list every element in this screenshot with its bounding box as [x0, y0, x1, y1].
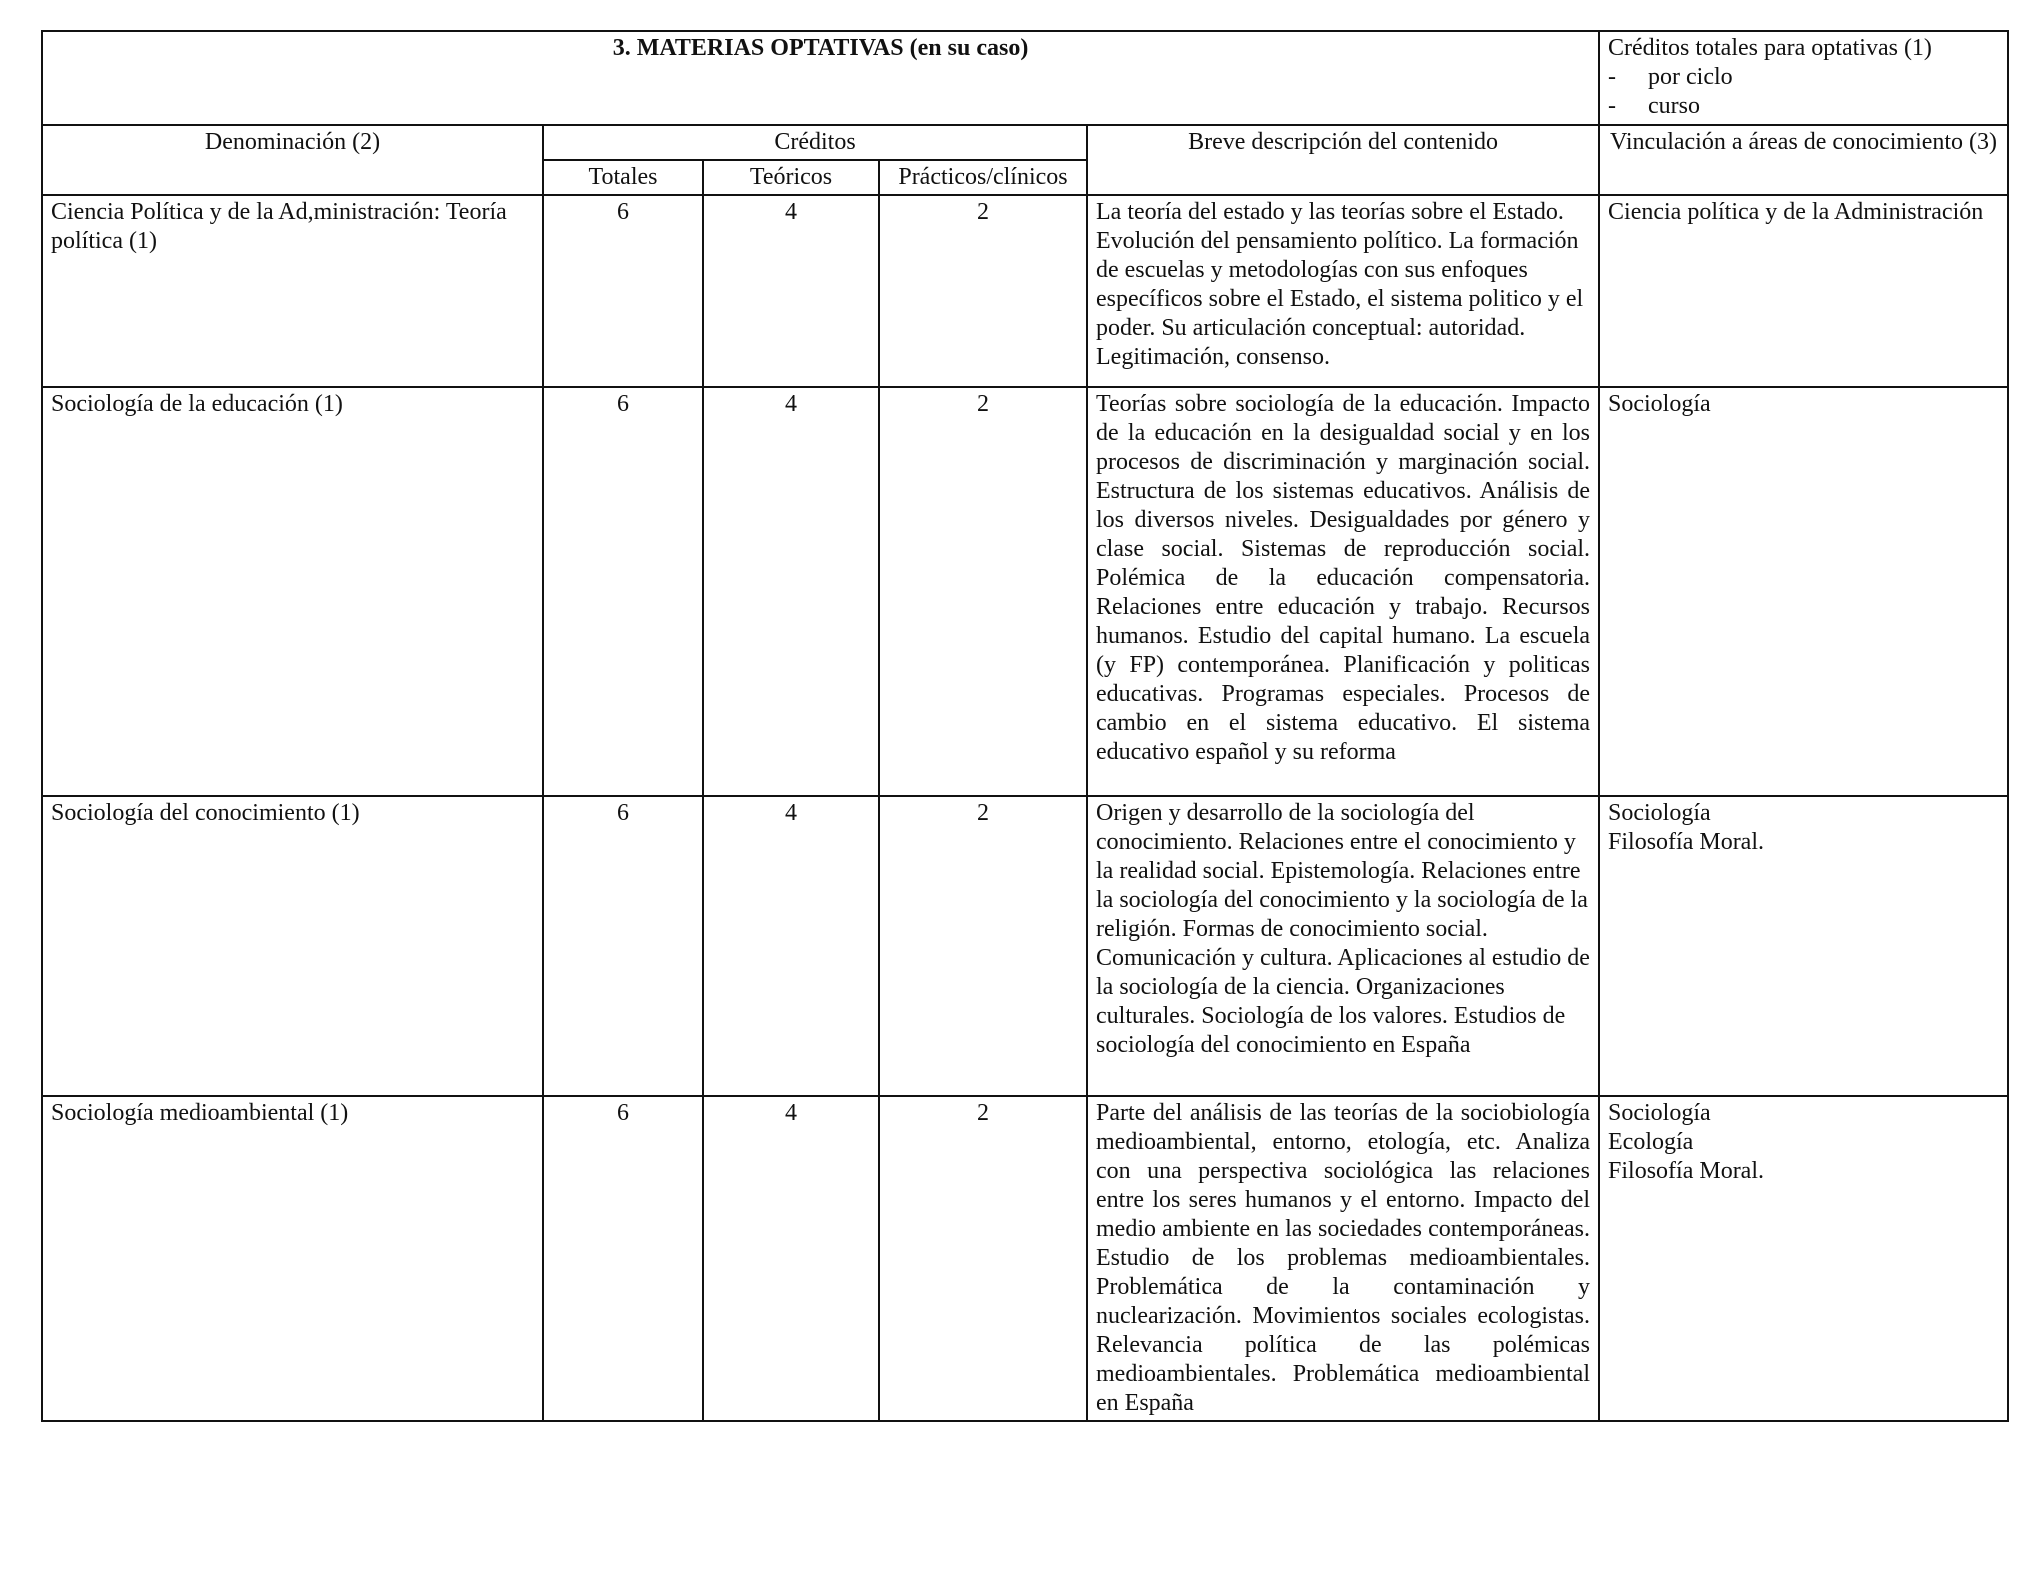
cell-descripcion: Teorías sobre sociología de la educación. Impacto de la educación en la desigualdad social y en los procesos de discriminación y marginación social. Estructura de los sistemas educativos. Análisis de los diversos niveles. Desigualdades por género y clase social. Sistemas de reproducción social. Polémica de la educación compensatoria. Relaciones entre educación y trabajo. Recursos humanos. Estudio del capital humano. La escuela (y FP) contemporánea. Planificación y politicas educativas. Programas especiales. Procesos de cambio en el sistema educativo. El sistema educativo español y su reforma — [1087, 387, 1599, 796]
cell-totales: 6 — [543, 796, 703, 1096]
cell-descripcion: Origen y desarrollo de la sociología del conocimiento. Relaciones entre el conocimiento y la realidad social. Epistemología. Relaciones entre la sociología del conocimiento y la sociología de la religión. Formas de conocimiento social. Comunicación y cultura. Aplicaciones al estudio de la sociología de la ciencia. Organizaciones culturales. Sociología de los valores. Estudios de sociología del conocimiento en España — [1087, 796, 1599, 1096]
cell-teoricos: 4 — [703, 387, 879, 796]
cell-totales: 6 — [543, 195, 703, 387]
header-totales: Totales — [543, 160, 703, 195]
table-row — [42, 387, 2008, 796]
optional-subjects-table — [41, 30, 2009, 1422]
header-vinculacion: Vinculación a áreas de conocimiento (3) — [1599, 125, 2008, 195]
credits-box-item: - curso — [1608, 93, 1700, 119]
cell-descripcion: Parte del análisis de las teorías de la sociobiología medioambiental, entorno, etología, etc. Analiza con una perspectiva sociológica las relaciones entre los seres humanos y el entorno. Impacto del medio ambiente en las sociedades contemporáneas. Estudio de los problemas medioambientales. Problemática de la contaminación y nuclearización. Movimientos sociales ecologistas. Relevancia política de las polémicas medioambientales. Problemática medioambiental en España — [1087, 1096, 1599, 1421]
area-item: Ecología — [1608, 1129, 1694, 1155]
header-practicos: Prácticos/clínicos — [879, 160, 1087, 195]
area-item: Sociología — [1608, 391, 1711, 417]
cell-areas — [1599, 1096, 2008, 1421]
cell-denominacion: Sociología del conocimiento (1) — [42, 796, 543, 1096]
cell-areas — [1599, 796, 2008, 1096]
credits-box-title: Créditos totales para optativas (1) — [1608, 35, 1932, 61]
cell-descripcion: La teoría del estado y las teorías sobre el Estado. Evolución del pensamiento político. La formación de escuelas y metodologías con sus enfoques específicos sobre el Estado, el sistema politico y el poder. Su articulación conceptual: autoridad. Legitimación, consenso. — [1087, 195, 1599, 387]
table-row — [42, 195, 2008, 387]
cell-denominacion: Ciencia Política y de la Ad,ministración: Teoría política (1) — [42, 195, 543, 387]
cell-practicos: 2 — [879, 195, 1087, 387]
area-item: Filosofía Moral. — [1608, 1158, 1765, 1184]
area-item: Filosofía Moral. — [1608, 829, 1765, 855]
cell-practicos: 2 — [879, 796, 1087, 1096]
header-denominacion: Denominación (2) — [42, 125, 543, 195]
cell-practicos: 2 — [879, 1096, 1087, 1421]
header-descripcion: Breve descripción del contenido — [1087, 125, 1599, 195]
area-item: Ciencia política y de la Administración — [1608, 199, 1984, 225]
cell-areas — [1599, 195, 2008, 387]
credits-box — [1599, 31, 2008, 125]
section-title: 3. MATERIAS OPTATIVAS (en su caso) — [612, 35, 1029, 61]
table-row — [42, 1096, 2008, 1421]
credits-box-item: - por ciclo — [1608, 64, 1733, 90]
area-item: Sociología — [1608, 800, 1711, 826]
cell-denominacion: Sociología de la educación (1) — [42, 387, 543, 796]
cell-denominacion: Sociología medioambiental (1) — [42, 1096, 543, 1421]
header-teoricos: Teóricos — [703, 160, 879, 195]
cell-totales: 6 — [543, 1096, 703, 1421]
cell-teoricos: 4 — [703, 796, 879, 1096]
cell-totales: 6 — [543, 387, 703, 796]
section-title-cell — [42, 31, 1599, 125]
cell-teoricos: 4 — [703, 1096, 879, 1421]
cell-areas — [1599, 387, 2008, 796]
cell-teoricos: 4 — [703, 195, 879, 387]
area-item: Sociología — [1608, 1100, 1711, 1126]
table-row — [42, 796, 2008, 1096]
header-creditos: Créditos — [543, 125, 1087, 160]
cell-practicos: 2 — [879, 387, 1087, 796]
